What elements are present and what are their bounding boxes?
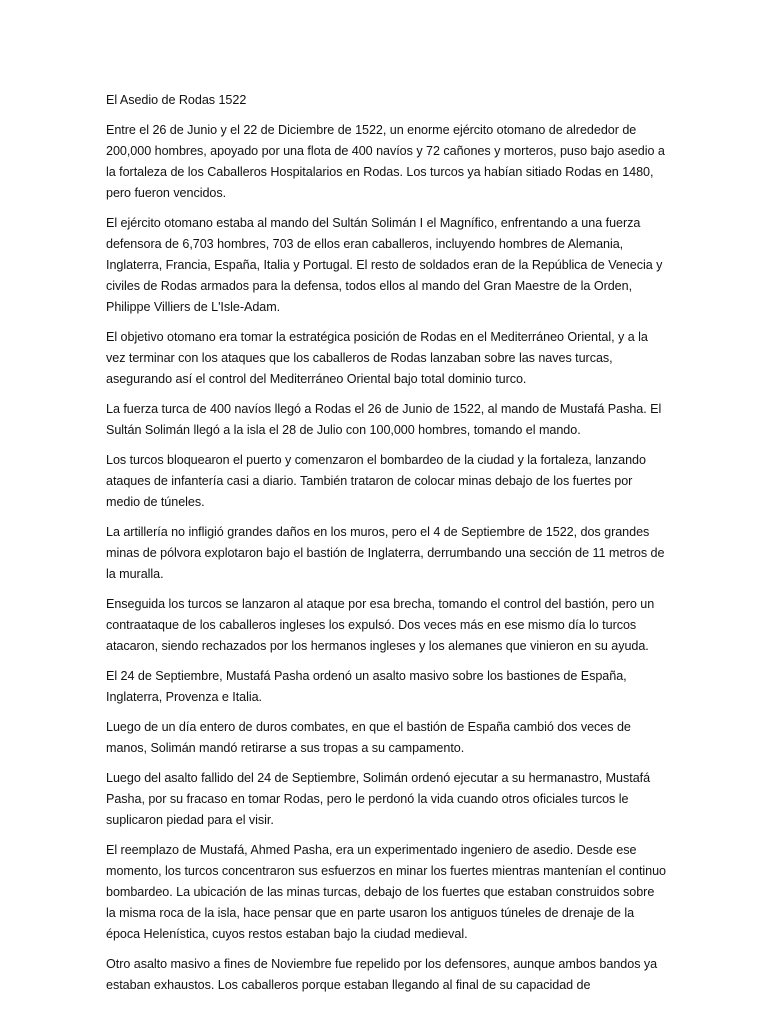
document-title: El Asedio de Rodas 1522 <box>106 93 247 107</box>
paragraph: La fuerza turca de 400 navíos llegó a Rodas el 26 de Junio de 1522, al mando de Mustafá Pasha. El Sultán Solimán llegó a la isla el 28 de Julio con 100,000 hombres, tomando el mando. <box>106 402 662 437</box>
paragraph: El 24 de Septiembre, Mustafá Pasha ordenó un asalto masivo sobre los bastiones de España, Inglaterra, Provenza e Italia. <box>106 669 627 704</box>
paragraph: Luego del asalto fallido del 24 de Septiembre, Solimán ordenó ejecutar a su hermanastro, Mustafá Pasha, por su fracaso en tomar Rodas, pero le perdonó la vida cuando otros oficiales turcos le suplicaron piedad para el visir. <box>106 771 651 827</box>
paragraph: Los turcos bloquearon el puerto y comenzaron el bombardeo de la ciudad y la fortaleza, lanzando ataques de infantería casi a diario. También trataron de colocar minas debajo de los fuertes por medio de túneles. <box>106 453 646 509</box>
paragraph: Enseguida los turcos se lanzaron al ataque por esa brecha, tomando el control del bastión, pero un contraataque de los caballeros ingleses los expulsó. Dos veces más en ese mismo día lo turcos atacaron, siendo rechazados por los hermanos ingleses y los alemanes que vinieron en su ayuda. <box>106 597 655 653</box>
paragraph: El objetivo otomano era tomar la estratégica posición de Rodas en el Mediterráneo Oriental, y a la vez terminar con los ataques que los caballeros de Rodas lanzaban sobre las naves turcas, asegurando así el control del Mediterráneo Oriental bajo total dominio turco. <box>106 330 648 386</box>
paragraph: El reemplazo de Mustafá, Ahmed Pasha, era un experimentado ingeniero de asedio. Desde ese momento, los turcos concentraron sus esfuerzos en minar los fuertes mientras mantenían el continuo bombardeo. La ubicación de las minas turcas, debajo de los fuertes que estaban construidos sobre la misma roca de la isla, hace pensar que en parte usaron los antiguos túneles de drenaje de la época Helenística, cuyos restos estaban bajo la ciudad medieval. <box>106 843 666 941</box>
paragraph: Luego de un día entero de duros combates, en que el bastión de España cambió dos veces de manos, Solimán mandó retirarse a sus tropas a su campamento. <box>106 720 631 755</box>
document-page <box>106 90 666 1005</box>
paragraph: Otro asalto masivo a fines de Noviembre fue repelido por los defensores, aunque ambos bandos ya estaban exhaustos. Los caballeros porque estaban llegando al final de su capacidad de <box>106 957 658 992</box>
paragraph: El ejército otomano estaba al mando del Sultán Solimán I el Magnífico, enfrentando a una fuerza defensora de 6,703 hombres, 703 de ellos eran caballeros, incluyendo hombres de Alemania, Inglaterra, Francia, España, Italia y Portugal. El resto de soldados eran de la República de Venecia y civiles de Rodas armados para la defensa, todos ellos al mando del Gran Maestre de la Orden, Philippe Villiers de L'Isle-Adam. <box>106 216 663 314</box>
paragraph: La artillería no infligió grandes daños en los muros, pero el 4 de Septiembre de 1522, dos grandes minas de pólvora explotaron bajo el bastión de Inglaterra, derrumbando una sección de 11 metros de la muralla. <box>106 525 665 581</box>
paragraph: Entre el 26 de Junio y el 22 de Diciembre de 1522, un enorme ejército otomano de alrededor de 200,000 hombres, apoyado por una flota de 400 navíos y 72 cañones y morteros, puso bajo asedio a la fortaleza de los Caballeros Hospitalarios en Rodas. Los turcos ya habían sitiado Rodas en 1480, pero fueron vencidos. <box>106 123 665 200</box>
